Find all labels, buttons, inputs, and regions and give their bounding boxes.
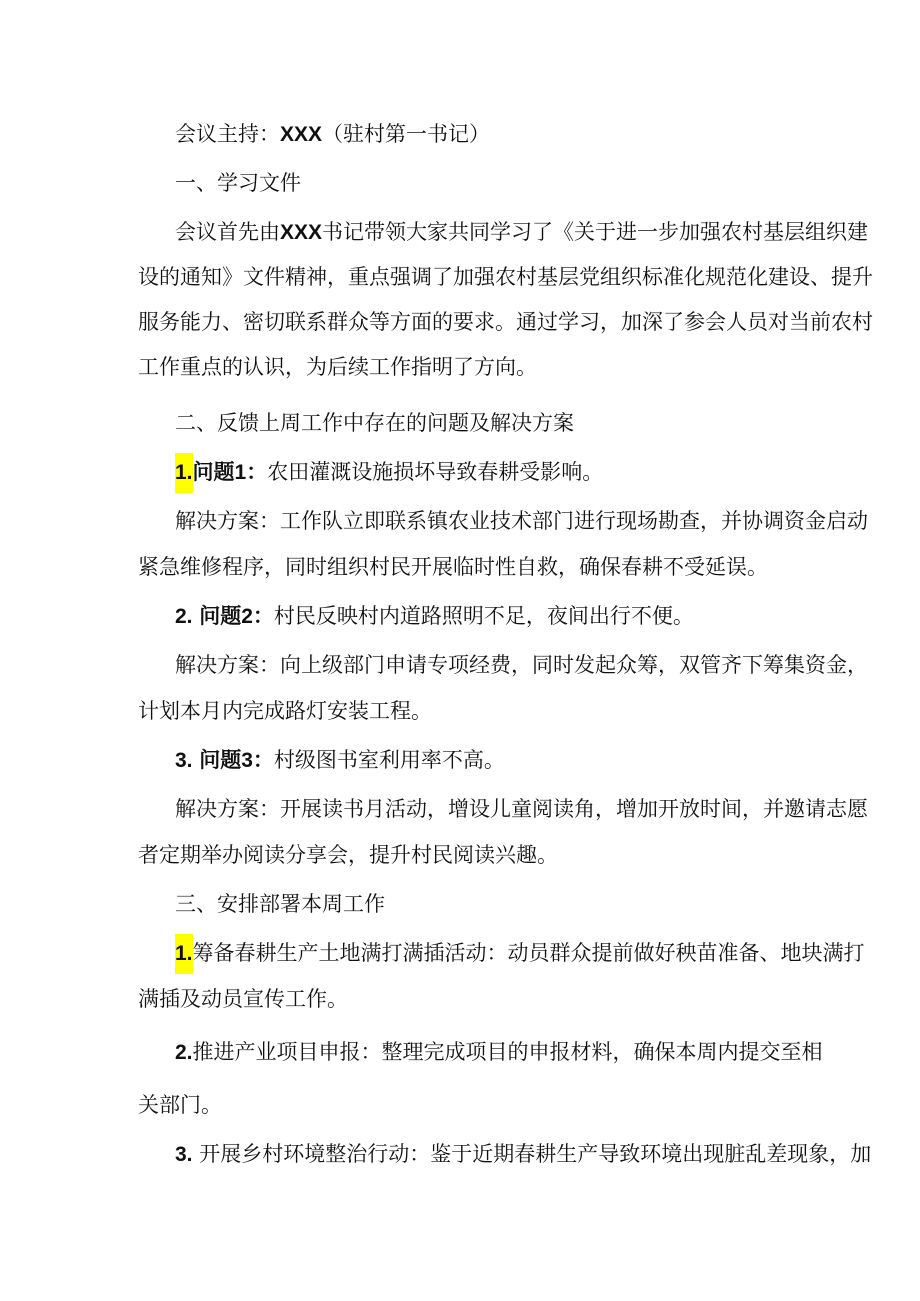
section-heading-study: 一、学习文件	[175, 171, 301, 195]
solution-3-line-2: 者定期举办阅读分享会，提升村民阅读兴趣。	[138, 843, 558, 867]
section-heading-issues: 二、反馈上周工作中存在的问题及解决方案	[175, 411, 574, 435]
issue-item-3: 3. 问题3：村级图书室利用率不高。	[175, 748, 505, 772]
study-paragraph-line-1: 会议首先由XXX书记带领大家共同学习了《关于进一步加强农村基层组织建	[175, 220, 869, 244]
issue-item-1: 1.问题1：农田灌溉设施损坏导致春耕受影响。	[175, 449, 603, 496]
solution-3-line-1: 解决方案：开展读书月活动，增设儿童阅读角，增加开放时间，并邀请志愿	[175, 797, 868, 821]
task-item-1-line-1: 1.筹备春耕生产土地满打满插活动：动员群众提前做好秧苗准备、地块满打	[175, 930, 865, 976]
highlighted-number: 1.	[175, 453, 193, 493]
task-item-2-line-2: 关部门。	[138, 1093, 222, 1117]
solution-2-line-2: 计划本月内完成路灯安装工程。	[138, 699, 432, 723]
meeting-host-line: 会议主持：XXX（驻村第一书记）	[175, 122, 491, 146]
section-heading-plan: 三、安排部署本周工作	[175, 892, 385, 916]
task-item-3-line-1: 3. 开展乡村环境整治行动：鉴于近期春耕生产导致环境出现脏乱差现象，加	[175, 1142, 872, 1166]
study-paragraph-line-2: 设的通知》文件精神，重点强调了加强农村基层党组织标准化规范化建设、提升	[138, 265, 873, 289]
highlighted-number: 1.	[175, 934, 193, 974]
task-item-2-line-1: 2.推进产业项目申报：整理完成项目的申报材料，确保本周内提交至相	[175, 1040, 823, 1064]
solution-1-line-2: 紧急维修程序，同时组织村民开展临时性自救，确保春耕不受延误。	[138, 555, 768, 579]
study-paragraph-line-4: 工作重点的认识，为后续工作指明了方向。	[138, 355, 537, 379]
solution-1-line-1: 解决方案：工作队立即联系镇农业技术部门进行现场勘查，并协调资金启动	[175, 509, 868, 533]
study-paragraph-line-3: 服务能力、密切联系群众等方面的要求。通过学习，加深了参会人员对当前农村	[138, 310, 873, 334]
solution-2-line-1: 解决方案：向上级部门申请专项经费，同时发起众筹，双管齐下筹集资金，	[175, 653, 868, 677]
issue-item-2: 2. 问题2：村民反映村内道路照明不足，夜间出行不便。	[175, 604, 694, 628]
task-item-1-line-2: 满插及动员宣传工作。	[138, 987, 348, 1011]
